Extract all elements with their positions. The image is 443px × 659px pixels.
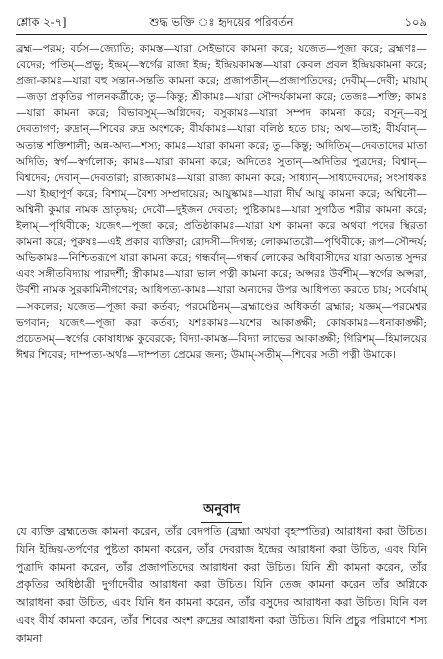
verse-reference: শ্লোক ২-৭] xyxy=(16,15,67,29)
chapter-title: শুদ্ধ ভক্তি ঃ হৃদয়ের পরিবর্তন xyxy=(149,15,294,29)
running-header xyxy=(16,14,427,32)
header-divider xyxy=(16,34,427,35)
page-number: ১০৯ xyxy=(404,15,427,29)
translation-text: যে ব্যক্তি ব্রহ্মতেজ কামনা করেন, তাঁর বেদপতি (ব্রহ্মা অথবা বৃহস্পতির) আরাধনা করা উচিত। যিনি ইন্দ্রিয়-তর্পণের পুষ্টতা কামনা করেন, তাঁর দেবরাজ ইন্দ্রের আরাধনা করা উচিত, এবং যিনি পুত্রাদি কামনা করেন, তাঁর প্রজাপতিদের আরাধনা করা উচিত। যিনি শ্রী কামনা করেন, তাঁর প্রকৃতির অধিষ্ঠাত্রী দুর্গাদেবীর আরাধনা করা উচিত। যিনি তেজ কামনা করেন তাঁর অগ্নিকে আরাধনা করা উচিত, এবং যিনি ধন কামনা করেন, তাঁর বসুদের আরাধনা করা উচিত। যিনি বল এবং বীর্য কামনা করেন, তাঁর শিবের অংশ রুদ্রের আরাধনা করা উচিত। যিনি প্রচুর পরিমাণে শস্য কামনা xyxy=(16,525,427,645)
word-meanings: ব্রহ্ম—পরম; বর্চস—জ্যোতি; কামস্ত—যারা সেইভাবে কামনা করে; যজেত—পূজা করে; ব্রহ্মণঃ—বেদের; পতিম্—প্রভু; ইন্দ্রম্—স্বর্গের রাজা ইন্দ্র; ইন্দ্রিয়কামস্ত—যারা কেবল প্রবল ইন্দ্রিয়কামনা করে; প্রজা-কামঃ—যারা বহু সন্তান-সন্ততি কামনা করে; প্রজাপতীন্—প্রজাপতিদের; দেবীম্—দেবী; মায়াম্—জড়া প্রকৃতির পালনকর্ত্রীকে; তু—কিন্তু; শ্রীকামঃ—যারা সৌন্দর্যকামনা করে; তেজঃ—শক্তি; কামঃ—যারা কামনা করে; বিভাবসুম্—অগ্নিদেব; বসুকামঃ—যারা সম্পদ কামনা করে; বসূন্—বসু দেবতাগণ; রুদ্রান্—শিবের রুদ্র অংশকে; বীর্যকামঃ—যারা বলিষ্ঠ হতে চায়; অথ—তাই; বীর্যবান্—অত্যন্ত শক্তিশালী; অন্ন-অদ্য—শস্য; কামঃ—যারা কামনা করে; তু—কিন্তু; অদিতিম্—দেবতাদের মাতা অদিতি; স্বর্গ—স্বর্গলোক; কামঃ—যারা কামনা করে; অদিতেঃ সুতান্—অদিতির পুত্রদের; বিশ্বান্—বিশ্বদেব; দেবান্—দেবতারা; রাজ্যকামঃ—যারা রাজ্য কামনা করে; সাধ্যান্—সাধ্যদেবদের; সংসাধকঃ—যা ইচ্ছাপূর্ণ করে; বিশাম্—বৈশ্য সম্প্রদায়ের; আয়ুষ্কামঃ—যারা দীর্ঘ আয়ু কামনা করে; অশ্বিনৌ—অশ্বিনী কুমার নামক ভ্রাতৃদ্বয়; দেবৌ—দুইজন দেবতা; পুষ্টিকামঃ—যারা সুগঠিত শরীর কামনা করে; ইলাম্—পৃথিবীকে; যজেৎ—পূজা করে; প্রতিষ্ঠাকামঃ—যারা যশ কামনা করে অথবা পদের স্থিরতা কামনা করে; পুরুষঃ—এই প্রকার ব্যক্তিরা; রোদসী—দিগন্ত; লোকমাতরৌ—পৃথিবীকে; রূপ—সৌন্দর্য; অভিকামঃ—নিশ্চিতরূপে যারা কামনা করে; গন্ধর্বান্—গন্ধর্ব লোকের অধিবাসীদের যারা অত্যন্ত সুন্দর এবং সঙ্গীতবিদ্যায় পারদর্শী; স্ত্রীকামঃ—যারা ভাল পত্নী কামনা করে; অপ্সরঃ উর্বশীম্—স্বর্গের অপ্সরা, উর্বশী নামক সুরকামিনীগণের; আধিপত্য-কামঃ—যারা অন্যদের উপর আধিপত্য করতে চায়; সর্বেষাম্—সকলের; যজেত—পূজা করা কর্তব্য; পরমেষ্ঠিনম্—ব্রহ্মাণ্ডের অধিকর্তা ব্রহ্মার; যজ্ঞম্—পরমেশ্বর ভগবান; যজেৎ—পূজা করা কর্তব্য; যশঃকামঃ—যশের আকাঙ্ক্ষী; কোষকামঃ—ধনাকাঙ্ক্ষী; প্রচেতসম্—স্বর্গের কোষাধ্যক্ষ কুবেরকে; বিদ্যা-কামস্ত—বিদ্যা লাভের আকাঙ্ক্ষী; গিরিশম্—হিমালয়ের ঈশ্বর শিবের; দাম্পত্য-অর্থঃ—দাম্পত্য প্রেমের জন্য; উমাম্-সতীম্—শিবের সতী পত্নী উমাকে। xyxy=(16,43,427,361)
section-heading-label: অনুবাদ xyxy=(201,500,242,523)
section-heading xyxy=(0,500,443,523)
